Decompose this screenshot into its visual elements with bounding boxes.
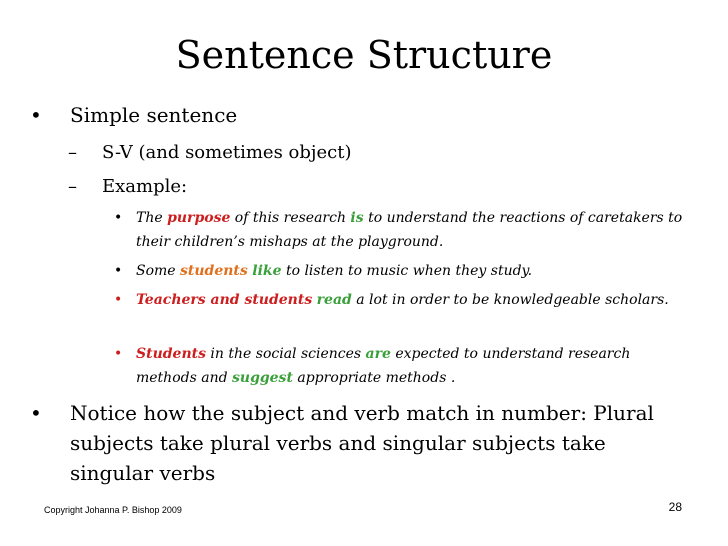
bullet-text: Simple sentence <box>70 103 238 127</box>
dash-icon: – <box>68 142 77 163</box>
example-text: The purpose of this research is to understand the reactions of caretakers to their children’s mishaps at the playground. <box>136 210 683 250</box>
slide-title: Sentence Structure <box>175 33 553 77</box>
example-1 <box>114 206 684 254</box>
example-2 <box>114 259 684 283</box>
bullet-dot-icon: • <box>30 103 42 127</box>
sub-bullet-example <box>68 174 668 199</box>
sub-bullet-sv <box>68 140 668 165</box>
verb-word: are <box>365 346 391 362</box>
bullet-simple-sentence <box>30 102 690 129</box>
subject-word: purpose <box>167 210 231 226</box>
page-number: 28 <box>668 500 682 514</box>
verb-word: like <box>252 263 282 279</box>
example-text: Students in the social sciences are expected to understand research methods and suggest appropriate methods . <box>136 346 631 386</box>
example-text: Some students like to listen to music when they study. <box>136 263 533 279</box>
bullet-dot-icon: • <box>30 401 42 425</box>
bullet-dot-icon: • <box>114 346 123 362</box>
example-text: Teachers and students read a lot in order to be knowledgeable scholars. <box>136 292 669 308</box>
subject-word: Teachers and students <box>136 292 313 308</box>
subject-word: Students <box>136 346 206 362</box>
bullet-dot-icon: • <box>114 210 123 226</box>
bullet-notice <box>30 398 680 488</box>
verb-word: is <box>350 210 364 226</box>
example-3 <box>114 288 684 312</box>
verb-word: read <box>316 292 352 308</box>
bullet-text: Notice how the subject and verb match in number: Plural subjects take plural verbs and singular subjects take singular verbs <box>70 401 654 485</box>
example-4 <box>114 342 684 390</box>
subject-word: students <box>180 263 248 279</box>
dash-icon: – <box>68 176 77 197</box>
bullet-dot-icon: • <box>114 292 123 308</box>
sub-bullet-text: Example: <box>102 176 188 197</box>
verb-word: suggest <box>232 370 293 386</box>
sub-bullet-text: S-V (and sometimes object) <box>102 142 352 163</box>
bullet-dot-icon: • <box>114 263 123 279</box>
copyright-footer: Copyright Johanna P. Bishop 2009 <box>44 505 182 515</box>
